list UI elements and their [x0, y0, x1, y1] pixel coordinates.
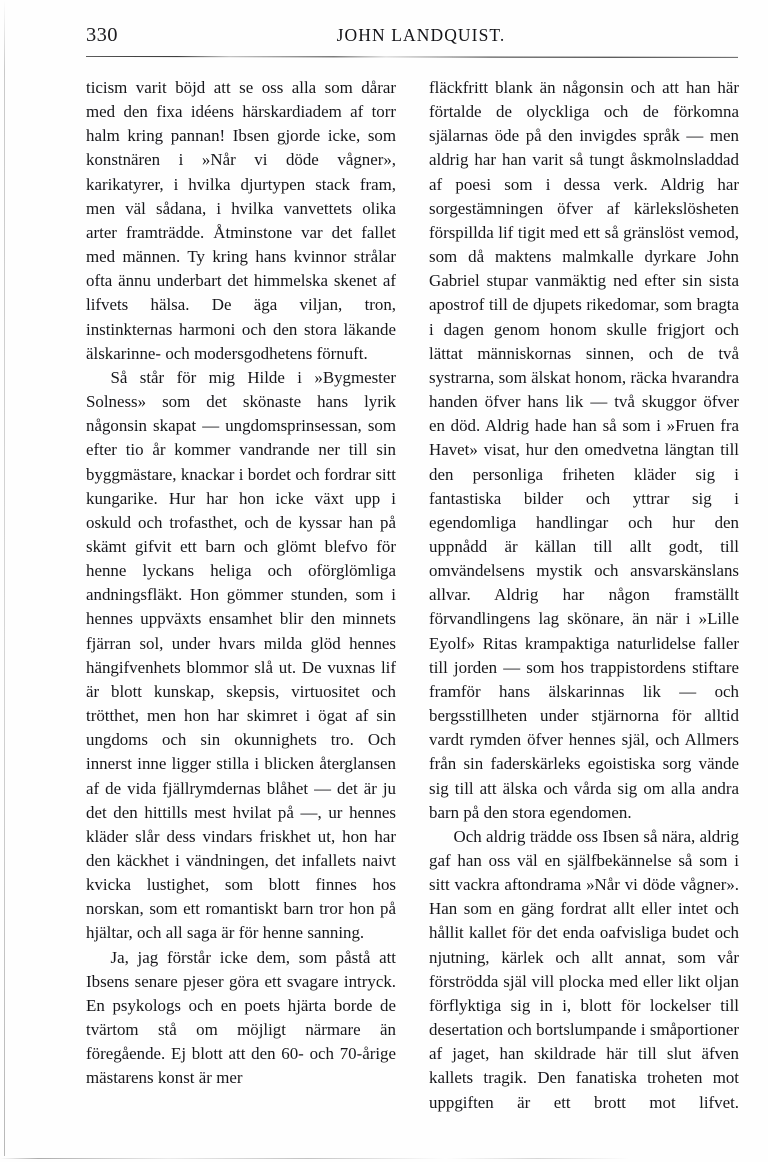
running-head-rule: [86, 56, 738, 58]
paragraph: Så står för mig Hilde i »Bygmester Solness» som det skönaste hans lyrik någonsin skapat — ungdomsprinsessan, som efter tio år kommer vandrande ner till sin byggmästare, knackar i bordet och fordrar sitt kungarike. Hur har hon icke växt upp i oskuld och trofasthet, och de kyssar han på skämt gifvit ett barn och glömt blefvo för henne lyckans heliga och oförglömliga andningsfläkt. Hon gömmer stunden, som i hennes uppväxts ensamhet blir den minnets fjärran sol, under hvars milda glöd hennes hängifvenhets blommor slå ut. De vuxnas lif är blott kunskap, skepsis, virtuositet och trötthet, men hon har skimret i ögat af sin ungdoms och sin okunnighets tro. Och innerst inne ligger stilla i blicken återglansen af de vida fjällrymdernas blåhet — det är ju det den hittills mest hvilat på —, ur hennes kläder slår dess vindars friskhet ut, hon har den käckhet i vändningen, det infallets naivt kvicka lustighet, som blott finnes hos norskan, som ett romantiskt barn tror hon på hjältar, och all saga är för henne sanning.: [86, 367, 396, 943]
scan-edge-artifact-left: [4, 0, 5, 1156]
page-folio-number: 330: [86, 24, 118, 46]
running-title: JOHN LANDQUIST.: [336, 25, 506, 45]
text-body: [86, 76, 738, 1115]
paragraph: ticism varit böjd att se oss alla som dårar med den fixa idéens härskardiadem af torr halm kring pannan! Ibsen gjorde icke, som konstnären i »Når vi döde vågner», karikatyrer, i hvilka djurtypen stack fram, men väl sådana, i hvilka vanvettets olika arter framträdde. Åtminstone var det fallet med männen. Ty kring hans kvinnor strålar ofta ännu underbart det himmelska skenet af lifvets hälsa. De äga viljan, tron, instinkternas harmoni och den stora läkande älskarinne- och modersgodhetens förnuft.: [86, 78, 396, 363]
column-left: [86, 76, 396, 1115]
column-right: [429, 76, 739, 1115]
paragraph: Och aldrig trädde oss Ibsen så nära, aldrig gaf han oss väl en själfbekännelse så som i sitt vackra aftondrama »Når vi döde vågner». Han som en gäng fordrat allt eller intet och hållit kallet för det enda oafvisliga budet och njutning, kärlek och allt annat, som vår förströdda själ vill plocka med eller likt oljan förflyktiga sig in i, blott för lockelser till desertation och bortslumpande i småportioner af jaget, han skildrade här till slut äfven kallets tragik. Den fanatiska troheten mot uppgiften är ett brott mot lifvet.: [429, 826, 739, 1112]
paragraph: Ja, jag förstår icke dem, som påstå att Ibsens senare pjeser göra ett svagare intryck. En psykologs och en poets hjärta borde de tvärtom stå om möjligt närmare än föregående. Ej blott att den 60- och 70-årige mästarens konst är mer: [86, 947, 396, 1088]
running-head: [86, 24, 738, 54]
paragraph: fläckfritt blank än någonsin och att han här förtalde de olyckliga och de förkomna själarnas öde på den invigdes språk — men aldrig har han varit så tungt åskmolnsladdad af poesi som i dessa verk. Aldrig har sorgestämningen öfver af kärlekslösheten förspillda lif tigit med ett så gränslöst vemod, som då maktens malmkalle dyrkare John Gabriel stupar vanmäktig ned efter sin sista apostrof till de djupets rikedomar, som bragta i dagen genom honom skulle frigjort och lättat människornas sinnen, och de två systrarna, som älskat honom, räcka hvarandra handen öfver hans lik — två skuggor öfver en död. Aldrig hade han så som i »Fruen fra Havet» visat, hur den omedvetna längtan till den personliga friheten kläder sig i fantastiska bilder och yttrar sig i egendomliga handlingar och hur den uppnådd är källan till allt godt, till omvändelsens mystik och ansvarskänslans allvar. Aldrig har någon framställt förvandlingens lag skönare, än när i »Lille Eyolf» Ritas krampaktiga naturlidelse faller till jorden — som hos trappistordens stiftare framför hans älskarinnas lik — och bergsstillheten under stjärnorna för alltid vardt rymden öfver hennes själ, och Allmers från sin faderskärleks egoistiska sorg vände sig till att älska och vårda sig om alla andra barn på den stora egendomen.: [429, 78, 739, 822]
scan-edge-artifact-bottom: [0, 1158, 768, 1159]
